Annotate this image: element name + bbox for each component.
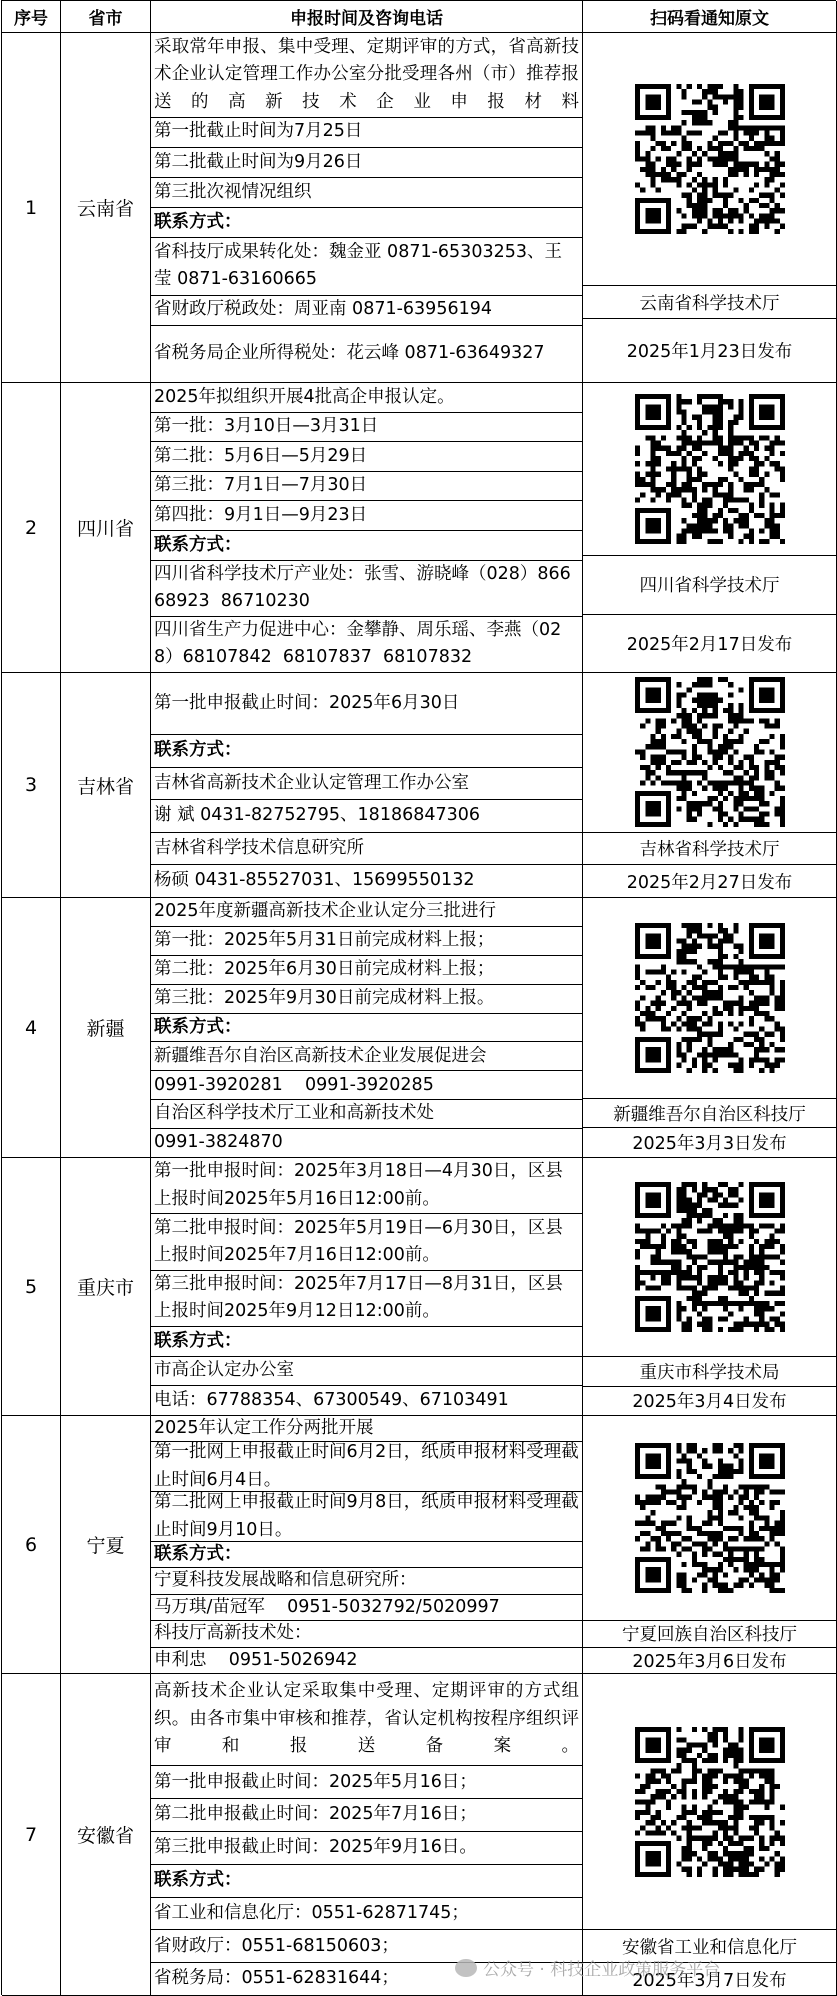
agency-name: 四川省科学技术厅 <box>583 556 836 614</box>
info-line: 第一批申报时间：2025年3月18日—4月30日，区县上报时间2025年5月16日12:00前。 <box>151 1158 582 1214</box>
row-number: 5 <box>2 1158 61 1416</box>
info-line: 新疆维吾尔自治区高新技术企业发展促进会 <box>151 1042 582 1071</box>
info-line: 四川省科学技术厅产业处：张雪、游晓峰（028）86668923 86710230 <box>151 561 582 617</box>
info-line: 自治区科学技术厅工业和高新技术处 <box>151 1100 582 1129</box>
qr-code-area <box>583 673 836 833</box>
info-line: 宁夏科技发展战略和信息研究所： <box>151 1568 582 1594</box>
info-line: 市高企认定办公室 <box>151 1357 582 1387</box>
row-number: 2 <box>2 383 61 673</box>
info-line: 电话：67788354、67300549、67103491 <box>154 1389 509 1410</box>
qr-code-icon[interactable] <box>635 923 785 1073</box>
agency-name: 宁夏回族自治区科技厅 <box>583 1621 836 1648</box>
info-line: 第三批申报截止时间：2025年9月16日。 <box>151 1832 582 1865</box>
row-number: 7 <box>2 1674 61 1996</box>
qr-cell <box>583 673 837 898</box>
info-cell <box>151 1674 583 1996</box>
info-line: 第一批申报截止时间：2025年5月16日； <box>151 1766 582 1799</box>
contact-heading: 联系方式： <box>151 1865 582 1898</box>
agency-name: 云南省科学技术厅 <box>583 286 836 319</box>
info-line: 第四批：9月1日—9月23日 <box>151 501 582 531</box>
qr-code-area <box>583 1158 836 1357</box>
info-line: 科技厅高新技术处： <box>151 1621 582 1647</box>
info-line: 第一批：3月10日—3月31日 <box>151 413 582 443</box>
qr-cell <box>583 1416 837 1674</box>
info-line: 省税务局企业所得税处：花云峰 0871-63649327 <box>154 343 545 364</box>
info-line: 采取常年申报、集中受理、定期评审的方式，省高新技术企业认定管理工作办公室分批受理各州（市）推荐报送的高新技术企业申报材料 <box>151 33 582 118</box>
notice-table <box>1 0 836 1995</box>
info-cell <box>151 1416 583 1674</box>
qr-code-area <box>583 1416 836 1621</box>
province-name: 新疆 <box>61 898 151 1158</box>
qr-code-area <box>583 1674 836 1930</box>
qr-code-icon[interactable] <box>635 1443 785 1593</box>
province-name: 宁夏 <box>61 1416 151 1674</box>
info-line: 第三批：7月1日—7月30日 <box>151 472 582 502</box>
province-name: 重庆市 <box>61 1158 151 1416</box>
publish-date: 2025年3月3日发布 <box>632 1134 787 1155</box>
qr-code-area <box>583 898 836 1099</box>
contact-heading: 联系方式： <box>151 1014 582 1043</box>
info-line: 申利忠 0951-5026942 <box>154 1649 358 1670</box>
row-number: 6 <box>2 1416 61 1674</box>
row-number: 1 <box>2 33 61 383</box>
info-line: 第一批网上申报截止时间6月2日，纸质申报材料受理截止时间6月4日。 <box>151 1442 582 1492</box>
agency-name: 重庆市科学技术局 <box>583 1357 836 1386</box>
info-line: 杨硕 0431-85527031、15699550132 <box>154 870 475 891</box>
row-number: 3 <box>2 673 61 898</box>
watermark-text: 公众号 · 科技企业政策服务平台 <box>483 1960 721 1980</box>
row-number: 4 <box>2 898 61 1158</box>
info-line: 省财政厅：0551-68150603； <box>151 1930 582 1963</box>
publish-date: 2025年3月6日发布 <box>632 1651 787 1672</box>
info-line: 第一批截止时间为7月25日 <box>151 118 582 148</box>
qr-code-area <box>583 383 836 556</box>
info-line: 第三批：2025年9月30日前完成材料上报。 <box>151 985 582 1014</box>
publish-date: 2025年3月4日发布 <box>632 1392 787 1413</box>
info-line: 第二批：2025年6月30日前完成材料上报； <box>151 956 582 985</box>
info-cell <box>151 383 583 673</box>
publish-date: 2025年2月17日发布 <box>626 634 793 655</box>
info-line: 四川省生产力促进中心：金攀静、周乐瑶、李燕（028）68107842 68107837 68107832 <box>154 619 562 668</box>
info-line: 第二批申报时间：2025年5月19日—6月30日，区县上报时间2025年7月16日12:00前。 <box>151 1214 582 1270</box>
info-line: 第二批网上申报截止时间9月8日，纸质申报材料受理截止时间9月10日。 <box>151 1492 582 1542</box>
agency-name: 新疆维吾尔自治区科技厅 <box>583 1099 836 1129</box>
province-name: 四川省 <box>61 383 151 673</box>
info-line: 第二批：5月6日—5月29日 <box>151 442 582 472</box>
header-qr: 扫码看通知原文 <box>583 1 837 33</box>
info-cell <box>151 673 583 898</box>
info-line: 0991-3824870 <box>154 1132 283 1153</box>
publish-date: 2025年3月7日发布 <box>632 1970 787 1991</box>
contact-heading: 联系方式： <box>151 208 582 238</box>
qr-code-area <box>583 33 836 286</box>
qr-cell <box>583 1158 837 1416</box>
info-line: 省税务局：0551-62831644； <box>154 1968 399 1989</box>
province-name: 安徽省 <box>61 1674 151 1996</box>
qr-code-icon[interactable] <box>635 394 785 544</box>
info-line: 第三批申报时间：2025年7月17日—8月31日，区县上报时间2025年9月12日12:00前。 <box>151 1271 582 1327</box>
header-province: 省市 <box>61 1 151 33</box>
info-cell <box>151 898 583 1158</box>
info-line: 第一批申报截止时间：2025年6月30日 <box>151 673 582 735</box>
info-line: 高新技术企业认定采取集中受理、定期评审的方式组织。由各市集中审核和推荐，省认定机构按程序组织评审和报送备案。 <box>151 1674 582 1766</box>
info-line: 0991-3920281 0991-3920285 <box>151 1071 582 1100</box>
contact-heading: 联系方式： <box>151 1542 582 1568</box>
publish-date: 2025年2月27日发布 <box>626 872 793 893</box>
info-line: 省财政厅税政处：周亚南 0871-63956194 <box>151 296 582 326</box>
info-line: 吉林省高新技术企业认定管理工作办公室 <box>151 768 582 801</box>
header-info: 申报时间及咨询电话 <box>151 1 583 33</box>
info-line: 吉林省科学技术信息研究所 <box>151 833 582 866</box>
contact-heading: 联系方式： <box>151 531 582 561</box>
contact-heading: 联系方式： <box>151 1327 582 1357</box>
qr-cell <box>583 1674 837 1996</box>
info-line: 省科技厅成果转化处：魏金亚 0871-65303253、王莹 0871-63160665 <box>151 238 582 295</box>
qr-code-icon[interactable] <box>635 677 785 827</box>
qr-code-icon[interactable] <box>635 1182 785 1332</box>
contact-heading: 联系方式： <box>151 735 582 768</box>
qr-cell <box>583 33 837 383</box>
info-cell <box>151 33 583 383</box>
qr-cell <box>583 383 837 673</box>
qr-cell <box>583 898 837 1158</box>
publish-date: 2025年1月23日发布 <box>626 341 793 362</box>
agency-name: 安徽省工业和信息化厅 <box>583 1930 836 1963</box>
province-name: 吉林省 <box>61 673 151 898</box>
info-cell <box>151 1158 583 1416</box>
header-no: 序号 <box>2 1 61 33</box>
info-line: 第一批：2025年5月31日前完成材料上报； <box>151 927 582 956</box>
info-line: 马万琪/苗冠军 0951-5032792/5020997 <box>151 1595 582 1621</box>
qr-code-icon[interactable] <box>635 84 785 234</box>
info-line: 第二批截止时间为9月26日 <box>151 148 582 178</box>
info-line: 2025年度新疆高新技术企业认定分三批进行 <box>151 898 582 927</box>
province-name: 云南省 <box>61 33 151 383</box>
info-line: 第二批申报截止时间：2025年7月16日； <box>151 1799 582 1832</box>
qr-code-icon[interactable] <box>635 1727 785 1877</box>
agency-name: 吉林省科学技术厅 <box>583 833 836 866</box>
info-line: 2025年拟组织开展4批高企申报认定。 <box>151 383 582 413</box>
info-line: 2025年认定工作分两批开展 <box>151 1416 582 1442</box>
info-line: 谢 斌 0431-82752795、18186847306 <box>151 800 582 833</box>
info-line: 省工业和信息化厅：0551-62871745； <box>151 1898 582 1931</box>
info-line: 第三批次视情况组织 <box>151 178 582 208</box>
